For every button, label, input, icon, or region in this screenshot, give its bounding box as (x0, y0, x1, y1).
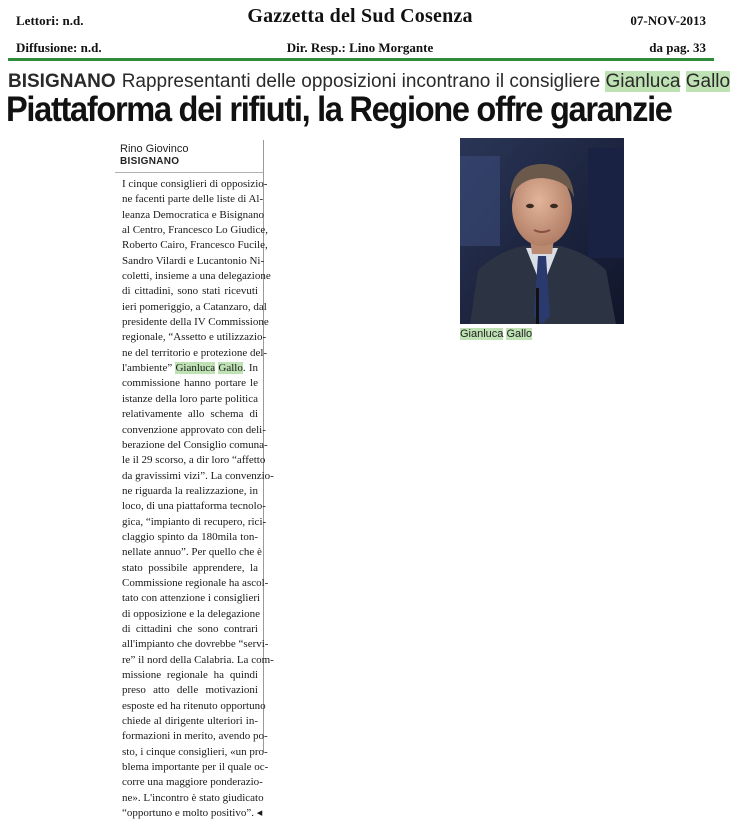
body-name-first: Gianluca (175, 362, 216, 375)
article-body (122, 177, 274, 821)
body-line: tato con attenzione i consiglieri (122, 592, 261, 605)
body-line: coletti, insieme a una delegazione (122, 270, 271, 283)
byline-rule (115, 172, 263, 173)
body-line: stato possibile apprendere, la (122, 561, 258, 574)
body-line: ne». L'incontro è stato giudicato (122, 791, 264, 804)
body-line: regionale, “Assetto e utilizzazio- (122, 331, 267, 344)
body-line: convenzione approvato con deli- (122, 423, 266, 436)
body-line: di cittadini che sono contrari (122, 622, 258, 635)
body-line: gica, “impianto di recupero, rici- (122, 515, 267, 528)
author-name: Rino Giovinco (120, 143, 189, 155)
body-line: ne facenti parte delle liste di Al- (122, 193, 264, 206)
body-line: ne del territorio e protezione del- (122, 346, 268, 359)
body-line: leanza Democratica e Bisignano (122, 208, 265, 221)
kicker-name-last: Gallo (685, 71, 730, 92)
portrait-illustration (460, 138, 624, 324)
body-last-line (122, 806, 263, 821)
body-line: chiede al dirigente ulteriori in- (122, 715, 258, 728)
body-line: I cinque consiglieri di opposizio- (122, 178, 268, 190)
body-line: Sandro Vilardi e Lucantonio Ni- (122, 254, 265, 267)
kicker-text: Rappresentanti delle opposizioni incontrano il consigliere (121, 71, 601, 92)
body-line: presidente della IV Commissione (122, 316, 269, 329)
page-reference: da pag. 33 (649, 40, 706, 55)
photo-caption (460, 328, 532, 340)
kicker-place: BISIGNANO (8, 71, 116, 92)
body-line: istanze della loro parte politica (122, 392, 258, 405)
body-line: di cittadini, sono stati ricevuti (122, 285, 258, 298)
body-line: esposte ed ha ritenuto opportuno (122, 699, 266, 712)
body-line: ieri pomeriggio, a Catanzaro, dal (122, 300, 267, 313)
body-line: all'impianto che dovrebbe “servi- (122, 638, 269, 651)
circulation-label: Diffusione: n.d. (16, 40, 102, 55)
body-line: ne riguarda la realizzazione, in (122, 484, 258, 497)
hl-after: . In (242, 362, 258, 375)
body-line: da gravissimi vizi”. La convenzio- (122, 469, 274, 482)
body-line: corre una maggiore ponderazio- (122, 776, 263, 789)
caption-name-last: Gallo (506, 328, 533, 340)
editor-label: Dir. Resp.: Lino Morgante (286, 40, 434, 55)
body-line-end: “opportuno e molto positivo”. (122, 807, 254, 820)
end-mark-icon: ◂ (256, 807, 263, 820)
body-line: formazioni in merito, avendo po- (122, 730, 268, 743)
body-line: Roberto Cairo, Francesco Fucile, (122, 239, 268, 252)
body-line: blema importante per il quale oc- (122, 761, 269, 774)
body-line: missione regionale ha quindi (122, 669, 258, 681)
dateline: BISIGNANO (120, 156, 180, 167)
body-line: loco, di una piattaforma tecnolo- (122, 500, 266, 513)
body-line: relativamente allo schema di (122, 408, 258, 421)
body-line: Commissione regionale ha ascol- (122, 576, 269, 589)
article-headline: Piattaforma dei rifiuti, la Regione offre garanzie (6, 90, 672, 129)
header-rule (8, 58, 714, 61)
body-line: re” il nord della Calabria. La com- (122, 653, 274, 666)
body-line: le il 29 scorso, a dir loro “affetto (122, 454, 266, 467)
body-line: sto, i cinque consiglieri, «un pro- (122, 745, 268, 758)
body-line-highlight (122, 361, 258, 376)
portrait-photo (460, 138, 624, 324)
publication-title: Gazzetta del Sud Cosenza (247, 5, 473, 27)
body-line: claggio spinto da 180mila ton- (122, 530, 258, 543)
body-line: preso atto delle motivazioni (122, 684, 258, 697)
publication-date: 07-NOV-2013 (630, 13, 706, 28)
hl-before: l'ambiente” (122, 362, 176, 375)
article-column (115, 140, 274, 820)
body-line: di opposizione e la delegazione (122, 607, 261, 620)
body-name-last: Gallo (218, 362, 243, 375)
kicker-name-first: Gianluca (605, 71, 681, 92)
body-line: commissione hanno portare le (122, 377, 258, 390)
body-line: nellate annuo”. Per quello che è (122, 546, 262, 559)
readers-label: Lettori: n.d. (16, 13, 84, 28)
body-line: al Centro, Francesco Lo Giudice, (122, 224, 269, 237)
caption-name-first: Gianluca (460, 328, 504, 340)
body-line: berazione del Consiglio comuna- (122, 438, 268, 451)
